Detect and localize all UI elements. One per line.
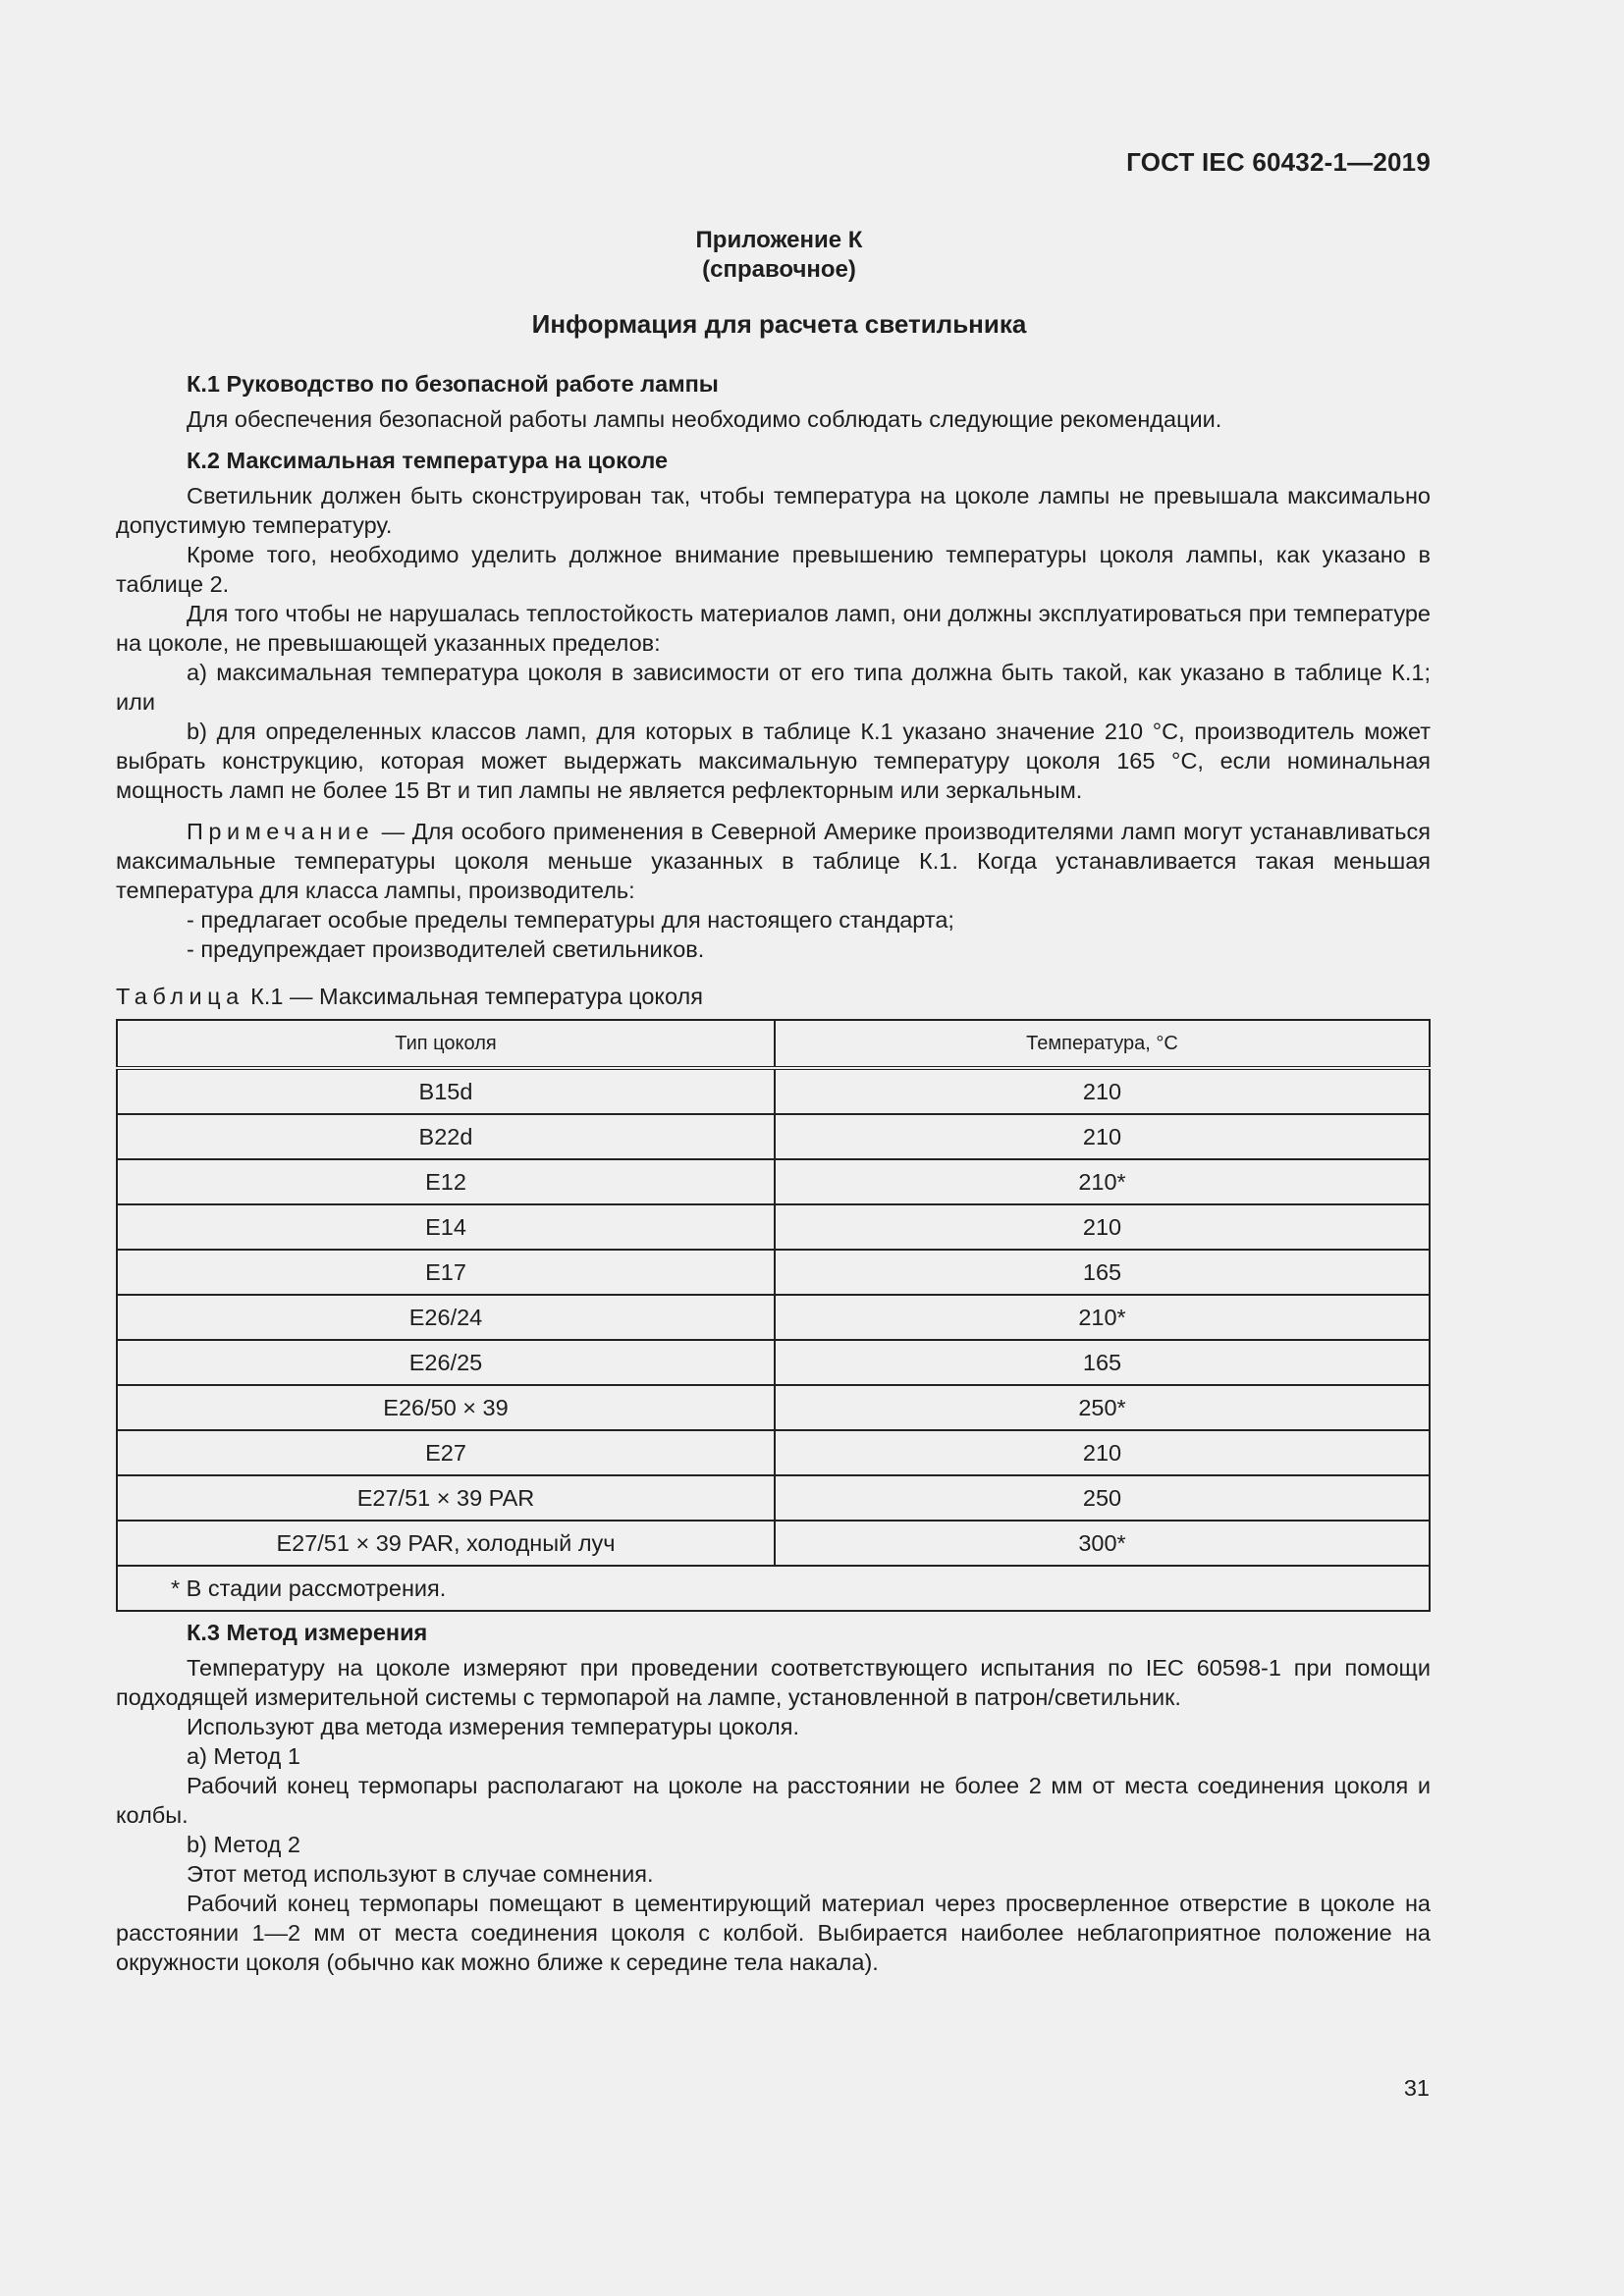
cell-temperature: 210* bbox=[775, 1159, 1430, 1204]
table-row bbox=[117, 1295, 1430, 1340]
base-temperature-table bbox=[116, 1019, 1431, 1612]
note-dash-item: - предупреждает производителей светильников. bbox=[187, 936, 705, 962]
section-k2-item-b: b) для определенных классов ламп, для которых в таблице К.1 указано значение 210 °С, производитель может выбрать конструкцию, которая может выдержать максимальную температуру цоколя 165 °С, если номинальная мощность ламп не более 15 Вт и тип лампы не является рефлекторным или зеркальным. bbox=[116, 719, 1431, 803]
section-k3-paragraph: Температуру на цоколе измеряют при проведении соответствующего испытания по IEC 60598-1 при помощи подходящей измерительной системы с термопарой на лампе, установленной в патрон/светильник. bbox=[116, 1655, 1431, 1710]
cell-base-type: E17 bbox=[117, 1250, 775, 1295]
section-k1-text: Для обеспечения безопасной работы лампы необходимо соблюдать следующие рекомендации. bbox=[187, 406, 1222, 432]
section-k3-paragraph: Рабочий конец термопары помещают в цементирующий материал через просверленное отверстие в цоколе на расстоянии 1—2 мм от места соединения цоколя с колбой. Выбирается наиболее неблагоприятное положение на окружности цоколя (обычно как можно ближе к середине тела накала). bbox=[116, 1891, 1431, 1975]
page-content bbox=[116, 226, 1431, 1977]
section-k3-paragraph: Используют два метода измерения температуры цоколя. bbox=[187, 1714, 799, 1739]
cell-temperature: 210 bbox=[775, 1204, 1430, 1250]
table-row bbox=[117, 1340, 1430, 1385]
table-footnote-row bbox=[117, 1566, 1430, 1611]
section-k2-heading: К.2 Максимальная температура на цоколе bbox=[187, 448, 669, 473]
cell-temperature: 210 bbox=[775, 1114, 1430, 1159]
table-caption bbox=[116, 982, 1431, 1011]
cell-base-type: E26/50 × 39 bbox=[117, 1385, 775, 1430]
table-footnote: * В стадии рассмотрения. bbox=[117, 1566, 1430, 1611]
appendix-title: Приложение К bbox=[695, 227, 863, 253]
page-number: 31 bbox=[1403, 2075, 1430, 2101]
section-k2-paragraph: Кроме того, необходимо уделить должное внимание превышению температуры цоколя лампы, как указано в таблице 2. bbox=[116, 542, 1431, 597]
section-k3-method-1: a) Метод 1 bbox=[187, 1743, 300, 1769]
note-text: — Для особого применения в Северной Америке производителями ламп могут устанавливаться максимальные температуры цоколя меньше указанных в таблице К.1. Когда устанавливается такая меньшая температура для класса лампы, производитель: bbox=[116, 819, 1431, 903]
cell-base-type: E14 bbox=[117, 1204, 775, 1250]
table-row bbox=[117, 1250, 1430, 1295]
section-k2-paragraph: Светильник должен быть сконструирован так, чтобы температура на цоколе лампы не превышала максимально допустимую температуру. bbox=[116, 483, 1431, 538]
appendix-subtitle: (справочное) bbox=[702, 256, 856, 283]
table-row bbox=[117, 1385, 1430, 1430]
cell-base-type: E27 bbox=[117, 1430, 775, 1475]
note-paragraph bbox=[116, 817, 1431, 905]
section-k3-heading: К.3 Метод измерения bbox=[187, 1620, 428, 1645]
note-label: Примечание bbox=[187, 819, 375, 844]
table-caption-label: Таблица bbox=[116, 984, 244, 1009]
cell-base-type: E27/51 × 39 PAR, холодный луч bbox=[117, 1521, 775, 1566]
column-header-temperature: Температура, °С bbox=[775, 1020, 1430, 1068]
cell-temperature: 210 bbox=[775, 1068, 1430, 1114]
cell-base-type: E26/24 bbox=[117, 1295, 775, 1340]
cell-base-type: E27/51 × 39 PAR bbox=[117, 1475, 775, 1521]
table-caption-text: К.1 — Максимальная температура цоколя bbox=[244, 984, 703, 1009]
section-k3-paragraph: Рабочий конец термопары располагают на цоколе на расстоянии не более 2 мм от места соединения цоколя и колбы. bbox=[116, 1773, 1431, 1828]
cell-temperature: 250 bbox=[775, 1475, 1430, 1521]
cell-temperature: 250* bbox=[775, 1385, 1430, 1430]
table-row bbox=[117, 1114, 1430, 1159]
section-k3-paragraph: Этот метод используют в случае сомнения. bbox=[187, 1861, 654, 1887]
cell-temperature: 300* bbox=[775, 1521, 1430, 1566]
cell-temperature: 165 bbox=[775, 1250, 1430, 1295]
table-row bbox=[117, 1430, 1430, 1475]
section-k1-heading: К.1 Руководство по безопасной работе лампы bbox=[187, 371, 719, 397]
cell-base-type: E12 bbox=[117, 1159, 775, 1204]
standard-designation: ГОСТ IEC 60432-1—2019 bbox=[1126, 147, 1431, 177]
table-row bbox=[117, 1204, 1430, 1250]
note-dash-item: - предлагает особые пределы температуры для настоящего стандарта; bbox=[187, 907, 954, 933]
cell-base-type: E26/25 bbox=[117, 1340, 775, 1385]
cell-base-type: B15d bbox=[117, 1068, 775, 1114]
section-k3-method-2: b) Метод 2 bbox=[187, 1832, 300, 1857]
table-row bbox=[117, 1475, 1430, 1521]
section-k2-paragraph: Для того чтобы не нарушалась теплостойкость материалов ламп, они должны эксплуатироваться при температуре на цоколе, не превышающей указанных пределов: bbox=[116, 601, 1431, 656]
table-row bbox=[117, 1068, 1430, 1114]
column-header-base-type: Тип цоколя bbox=[117, 1020, 775, 1068]
table-row bbox=[117, 1159, 1430, 1204]
cell-temperature: 210* bbox=[775, 1295, 1430, 1340]
appendix-main-title: Информация для расчета светильника bbox=[531, 309, 1027, 339]
cell-temperature: 210 bbox=[775, 1430, 1430, 1475]
table-row bbox=[117, 1521, 1430, 1566]
section-k2-item-a: a) максимальная температура цоколя в зависимости от его типа должна быть такой, как указано в таблице К.1; или bbox=[116, 660, 1431, 715]
cell-temperature: 165 bbox=[775, 1340, 1430, 1385]
table-header-row bbox=[117, 1020, 1430, 1068]
cell-base-type: B22d bbox=[117, 1114, 775, 1159]
